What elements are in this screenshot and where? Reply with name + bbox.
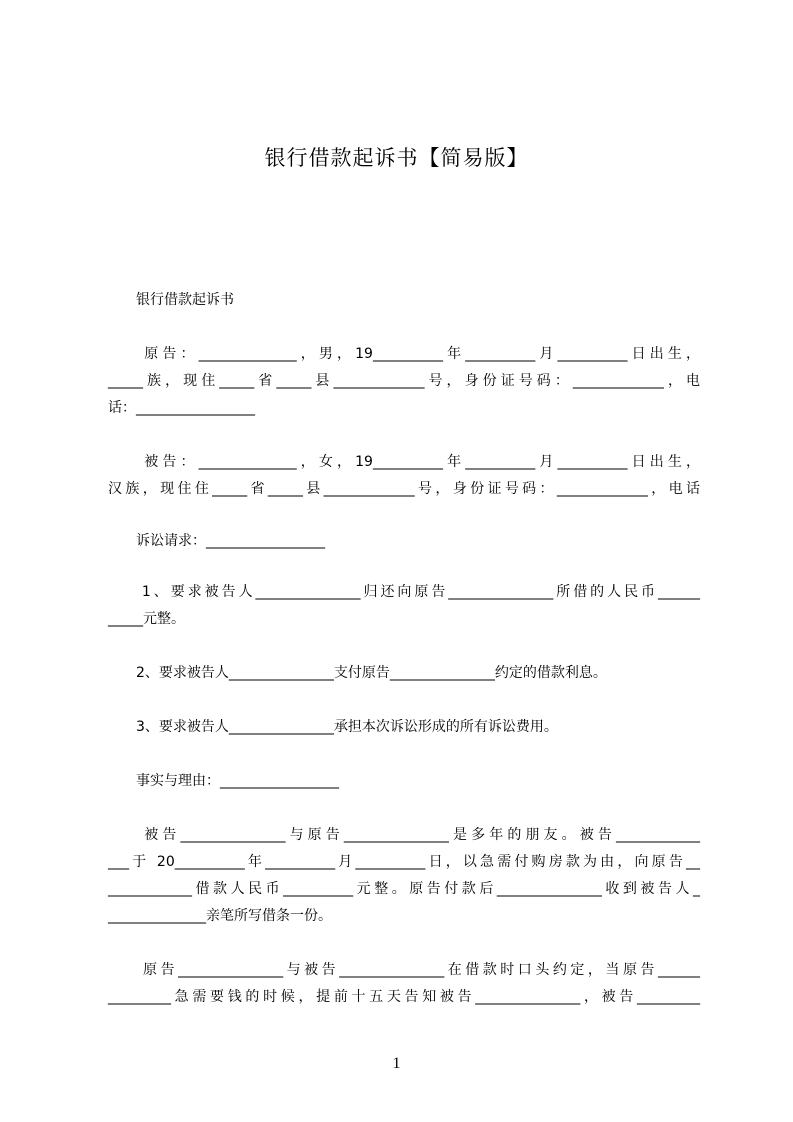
text-line: 2、要求被告人_______________支付原告_______________约定的借款利息。: [108, 665, 607, 681]
text-line: 事实与理由：_________________: [136, 773, 339, 789]
text-line: 诉讼请求：_________________: [136, 533, 325, 549]
facts-label: [108, 768, 700, 795]
text-line: 1、要求被告人_______________归还向原告_______________所借的人民币______: [108, 584, 700, 600]
facts-paragraph-1: [108, 822, 700, 930]
text-line: 3、要求被告人_______________承担本次诉讼形成的所有诉讼费用。: [108, 719, 558, 735]
document-title: 银行借款起诉书【简易版】: [264, 146, 529, 170]
plaintiff-paragraph: [108, 341, 700, 422]
facts-paragraph-2: [108, 957, 700, 1011]
text-line: ______________亲笔所写借条一份。: [108, 908, 332, 924]
page-number: 1: [392, 1055, 401, 1072]
claim-3: [108, 714, 700, 741]
text-line: 被告：______________，女，19__________年__________月__________日出生，: [108, 454, 700, 470]
text-line: _____族，现住_____省_____县_____________号，身份证号码：_____________，电: [108, 373, 700, 389]
text-line: ____________借款人民币__________元整。原告付款后_______________收到被告人_: [108, 881, 700, 897]
claims-label: [108, 528, 700, 555]
claim-2: [108, 660, 700, 687]
text-line: 汉族，现住住_____省_____县_____________号，身份证号码：_____________，电话: [108, 481, 700, 497]
heading-text: 银行借款起诉书: [136, 292, 234, 308]
text-line: _____元整。: [108, 611, 185, 627]
text-line: ___于 20__________年__________月__________日，以急需付购房款为由，向原告__: [108, 854, 700, 870]
defendant-paragraph: [108, 449, 700, 503]
text-line: _________急需要钱的时候，提前十五天告知被告_______________，被告_________: [108, 989, 700, 1005]
text-line: 原告_______________与被告_______________在借款时口头约定，当原告______: [108, 962, 700, 978]
text-line: 被告_______________与原告_______________是多年的朋友。被告____________: [108, 827, 700, 843]
claim-1: [108, 579, 700, 633]
section-heading: [108, 287, 700, 314]
text-line: 原告：______________，男，19__________年__________月__________日出生，: [108, 346, 700, 362]
text-line: 话：_________________: [108, 400, 255, 416]
